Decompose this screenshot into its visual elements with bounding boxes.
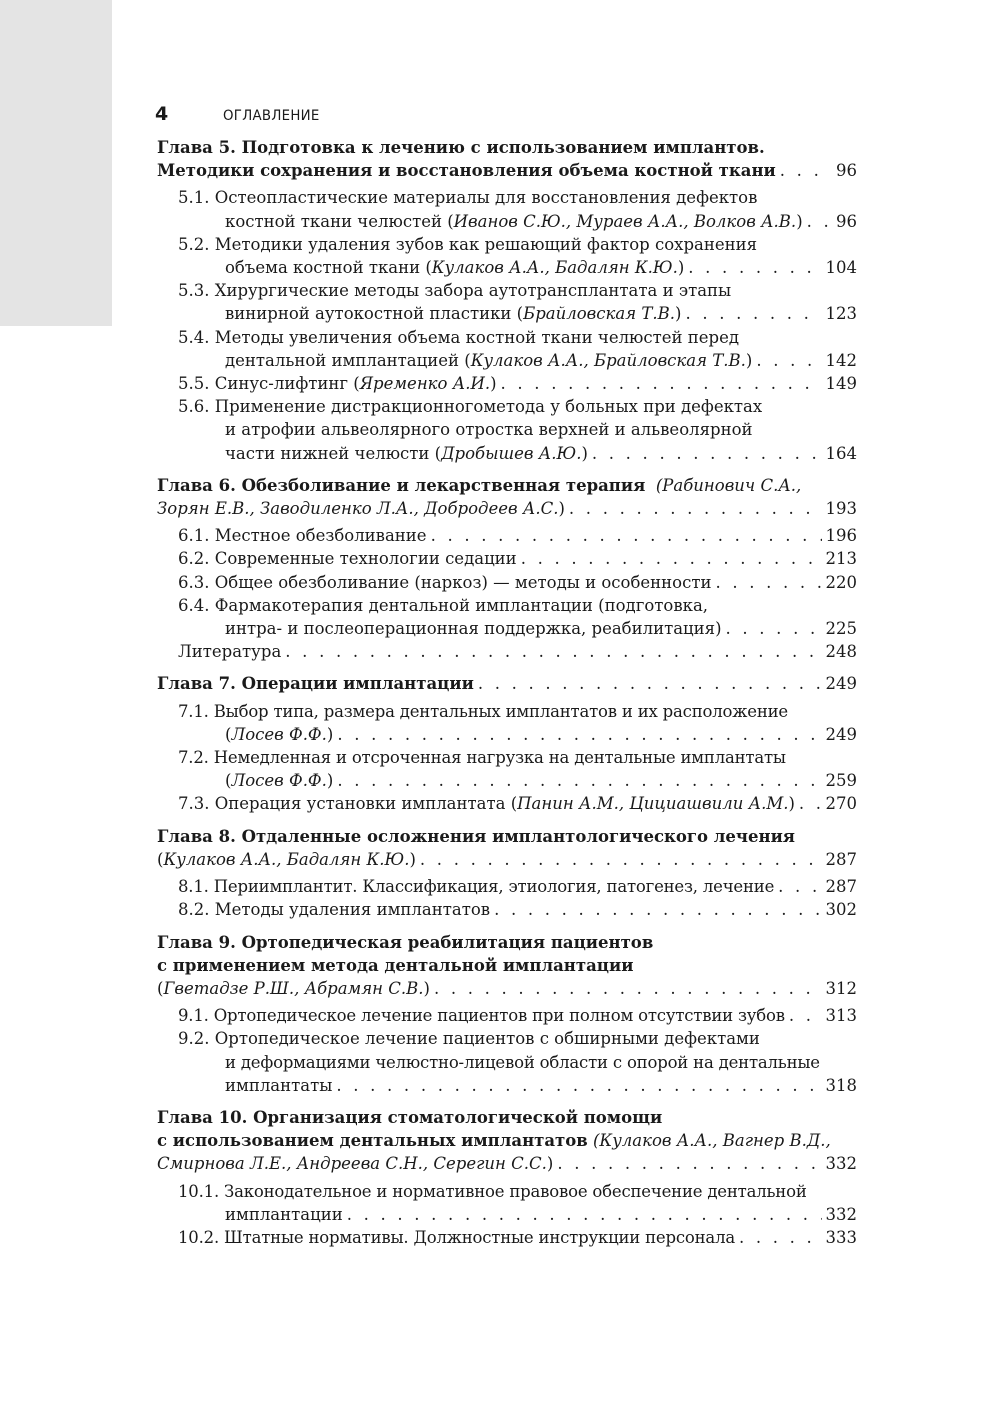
chapter-authors: Гветадзе Р.Ш., Абрамян С.В. <box>163 978 424 998</box>
entry-title-line: 6.4. Фармакотерапия дентальной имплантации (подготовка, <box>178 595 709 615</box>
toc-entry-8-2[interactable] <box>157 898 857 921</box>
toc-entry-6-3[interactable] <box>157 571 857 594</box>
toc-entry-5-1[interactable] <box>157 186 857 232</box>
leader-dots <box>336 1074 821 1097</box>
chapter-title-line: Глава 7. Операции имплантации <box>157 674 474 694</box>
entry-title-line: имплантаты <box>225 1075 333 1095</box>
entry-title: 9.1. Ортопедическое лечение пациентов при полном отсутствии зубов <box>178 1006 785 1026</box>
chapter-title-line: Глава 10. Организация стоматологической помощи <box>157 1107 663 1127</box>
entry-authors: Брайловская Т.В. <box>523 304 676 324</box>
page-ref: 333 <box>825 1227 857 1247</box>
page-ref: 196 <box>825 526 857 546</box>
entry-title-line: имплантации <box>225 1204 343 1224</box>
page-ref: 332 <box>825 1154 857 1174</box>
entry-title-part: ( <box>225 724 232 744</box>
page-ref: 213 <box>825 549 857 569</box>
chapter-7[interactable] <box>157 672 857 815</box>
entry-title-part: ) <box>581 443 588 463</box>
page-ref: 225 <box>825 619 857 639</box>
entry-title-part: костной ткани челюстей ( <box>225 211 454 231</box>
page-ref: 270 <box>825 794 857 814</box>
leader-dots <box>569 497 822 520</box>
toc-entry-9-1[interactable] <box>157 1004 857 1027</box>
page-ref: 287 <box>825 877 857 897</box>
entry-title-part: ( <box>225 771 232 791</box>
leader-dots <box>778 875 821 898</box>
entry-title-line: 5.2. Методики удаления зубов как решающий фактор сохранения <box>178 234 758 254</box>
leader-dots <box>715 571 821 594</box>
entry-title-part: ) <box>326 771 334 791</box>
leader-dots <box>285 640 821 663</box>
page-ref: 259 <box>825 771 857 791</box>
entry-authors: Дробышев А.Ю. <box>441 443 582 463</box>
entry-title-line: интра- и послеоперационная поддержка, реабилитация) <box>225 619 722 639</box>
entry-authors: Иванов С.Ю., Мураев А.А., Волков А.В. <box>453 211 797 231</box>
page-number: 4 <box>155 103 169 125</box>
page-ref: 249 <box>825 674 857 694</box>
entry-title-part: винирной аутокостной пластики ( <box>225 304 524 324</box>
page-ref: 318 <box>825 1075 857 1095</box>
entry-title: 6.1. Местное обезболивание <box>178 526 427 546</box>
toc-entry-5-6[interactable] <box>157 395 857 465</box>
leader-dots <box>688 256 821 279</box>
side-tab <box>0 0 112 326</box>
entry-authors: Яременко А.И. <box>359 374 491 394</box>
entry-title-part: дентальной имплантацией ( <box>225 350 471 370</box>
entry-title-part: ) <box>745 350 753 370</box>
leader-dots <box>337 769 821 792</box>
chapter-8[interactable]: Глава 8. Отдаленные осложнения имплантологического лечения (Кулаков А.А., Бадалян К.Ю.) . . . 287 8.1. Периимплантит. Классификация, этиология, патогенез, лечение . . . 287 8.2. Методы удаления имплантатов . . . 302 <box>157 825 857 922</box>
entry-authors: Кулаков А.А., Бадалян К.Ю. <box>431 258 678 278</box>
entry-title-part: части нижней челюсти ( <box>225 443 442 463</box>
leader-dots <box>780 159 832 182</box>
entry-title: 10.2. Штатные нормативы. Должностные инструкции персонала <box>178 1227 735 1247</box>
toc-entry-10-2[interactable] <box>157 1226 857 1249</box>
chapter-authors: Кулаков А.А., Бадалян К.Ю. <box>163 849 410 869</box>
leader-dots <box>739 1226 822 1249</box>
section-title: ОГЛАВЛЕНИЕ <box>223 108 320 124</box>
entry-title-part: объема костной ткани ( <box>225 258 432 278</box>
entry-title-line: 5.6. Применение дистракционногометода у больных при дефектах <box>178 397 763 417</box>
leader-dots <box>685 302 821 325</box>
leader-dots <box>521 547 822 570</box>
chapter-5[interactable] <box>157 136 857 465</box>
page-ref: 220 <box>825 572 857 592</box>
page-ref: 332 <box>825 1204 857 1224</box>
chapter-6[interactable]: Глава 6. Обезболивание и лекарственная терапия (Рабинович С.А., Зорян Е.В., Заводиленко Л.А., Добродеев А.С.) . . . 193 6.1. Местное обезболивание . . . 196 6.2. Современные технологии седации . . . 213 6.3. Общее обезболивание (наркоз) — методы и особенности . . . 220 6.4. Фармакотерапия дентальной имплантации (подготовка, интра- и послеоперационная поддержка, реабилитация) . . . 225 Литература . . . 248 <box>157 474 857 664</box>
chapter-title-line: Глава 9. Ортопедическая реабилитация пациентов <box>157 932 654 952</box>
toc-entry-8-1[interactable] <box>157 875 857 898</box>
entry-title: 8.1. Периимплантит. Классификация, этиология, патогенез, лечение <box>178 877 775 897</box>
chapter-9[interactable]: Глава 9. Ортопедическая реабилитация пациентов с применением метода дентальной имплантации (Гветадзе Р.Ш., Абрамян С.В.) . . . 312 9.1. Ортопедическое лечение пациентов при полном отсутствии зубов . . . 313 9.2. Ортопедическое лечение пациентов с обширными дефектами и деформациями челюстно-лицевой области с опорой на дентальные имплантаты . . . 318 <box>157 931 857 1097</box>
page-ref: 313 <box>825 1006 857 1026</box>
leader-dots <box>807 210 832 233</box>
page-ref: 149 <box>825 374 857 394</box>
entry-title-line: 5.4. Методы увеличения объема костной ткани челюстей перед <box>178 327 740 347</box>
page-header <box>155 103 328 125</box>
chapter-title-line: с применением метода дентальной имплантации <box>157 955 634 975</box>
toc-entry-literature[interactable] <box>157 640 857 663</box>
page-ref: 302 <box>825 900 857 920</box>
page-ref: 248 <box>825 642 857 662</box>
chapter-title-line: Методики сохранения и восстановления объема костной ткани <box>157 161 776 181</box>
chapter-title-line: Глава 5. Подготовка к лечению с использованием имплантов. <box>157 138 765 157</box>
entry-title-line: 7.2. Немедленная и отсроченная нагрузка на дентальные имплантаты <box>178 748 786 768</box>
page-ref: 96 <box>836 211 857 231</box>
leader-dots <box>726 617 822 640</box>
entry-title-line: 9.2. Ортопедическое лечение пациентов с обширными дефектами <box>178 1029 760 1049</box>
page-ref: 164 <box>825 443 857 463</box>
page-ref: 104 <box>825 258 857 278</box>
entry-authors: Лосев Ф.Ф. <box>231 771 327 791</box>
entry-authors: Кулаков А.А., Брайловская Т.В. <box>470 350 746 370</box>
entry-title: Литература <box>178 642 282 662</box>
chapter-authors: Зорян Е.В., Заводиленко Л.А., Добродеев А.С. <box>157 499 559 519</box>
entry-title-line: 7.1. Выбор типа, размера дентальных имплантатов и их расположение <box>178 701 788 721</box>
chapter-authors: (Кулаков А.А., Вагнер В.Д., <box>593 1131 831 1151</box>
leader-dots <box>789 1004 822 1027</box>
entry-title-line: 10.1. Законодательное и нормативное правовое обеспечение дентальной <box>178 1181 807 1201</box>
toc-entry-7-3[interactable] <box>157 792 857 815</box>
page-ref: 193 <box>825 499 857 519</box>
entry-title-line: и атрофии альвеолярного отростка верхней и альвеолярной <box>225 420 753 440</box>
page-ref: 123 <box>825 304 857 324</box>
chapter-authors: (Рабинович С.А., <box>655 475 802 495</box>
leader-dots <box>337 723 821 746</box>
leader-dots <box>494 898 821 921</box>
leader-dots <box>431 524 822 547</box>
entry-title-part: ) <box>677 258 685 278</box>
toc-entry-10-1[interactable] <box>157 1180 857 1226</box>
page-ref: 287 <box>825 849 857 869</box>
page-ref: 249 <box>825 724 857 744</box>
toc-entry-7-1[interactable] <box>157 700 857 746</box>
leader-dots <box>434 977 822 1000</box>
chapter-title-line: Глава 8. Отдаленные осложнения имплантологического лечения <box>157 826 795 846</box>
entry-title-part: ) <box>796 211 803 231</box>
entry-title-line: 5.1. Остеопластические материалы для восстановления дефектов <box>178 188 758 208</box>
entry-title-part: 7.3. Операция установки имплантата ( <box>178 794 518 814</box>
chapter-title-line: Глава 6. Обезболивание и лекарственная терапия <box>157 475 646 495</box>
chapter-authors: Смирнова Л.Е., Андреева С.Н., Серегин С.С. <box>157 1154 547 1174</box>
entry-title: 6.2. Современные технологии седации <box>178 549 517 569</box>
leader-dots <box>420 848 822 871</box>
leader-dots <box>592 442 822 465</box>
leader-dots <box>501 372 822 395</box>
toc-entry-9-2[interactable] <box>157 1027 857 1097</box>
entry-title-part: ) <box>788 794 795 814</box>
toc-entry-5-4[interactable] <box>157 326 857 372</box>
page-ref: 312 <box>825 978 857 998</box>
entry-title-line: и деформациями челюстно-лицевой области с опорой на дентальные <box>225 1052 820 1072</box>
entry-authors: Панин А.М., Цициашвили А.М. <box>517 794 789 814</box>
leader-dots <box>557 1152 821 1175</box>
entry-authors: Лосев Ф.Ф. <box>231 724 327 744</box>
page-ref: 96 <box>836 161 857 181</box>
chapter-10[interactable]: Глава 10. Организация стоматологической помощи с использованием дентальных имплантатов (Кулаков А.А., Вагнер В.Д., Смирнова Л.Е., Андреева С.Н., Серегин С.С.) . . . 332 10.1. Законодательное и нормативное правовое обеспечение дентальной имплантации . . . 332 10.2. Штатные нормативы. Должностные инструкции персонала . . . 333 <box>157 1106 857 1249</box>
toc-entry-5-3[interactable] <box>157 279 857 325</box>
table-of-contents <box>157 136 857 1258</box>
chapter-title-line: с использованием дентальных имплантатов <box>157 1131 588 1151</box>
leader-dots <box>478 672 822 695</box>
toc-entry-5-2[interactable] <box>157 233 857 279</box>
entry-title-part: ) <box>675 304 682 324</box>
toc-entry-6-4[interactable] <box>157 594 857 640</box>
entry-title-part: ) <box>490 374 497 394</box>
entry-title-line: 5.3. Хирургические методы забора аутотрансплантата и этапы <box>178 281 732 301</box>
leader-dots <box>799 792 822 815</box>
leader-dots <box>347 1203 822 1226</box>
page-ref: 142 <box>825 350 857 370</box>
toc-entry-6-1[interactable] <box>157 524 857 547</box>
entry-title-part: ) <box>326 724 334 744</box>
toc-entry-7-2[interactable] <box>157 746 857 792</box>
entry-title-part: 5.5. Синус-лифтинг ( <box>178 374 360 394</box>
toc-entry-5-5[interactable] <box>157 372 857 395</box>
entry-title: 8.2. Методы удаления имплантатов <box>178 900 491 920</box>
toc-entry-6-2[interactable] <box>157 547 857 570</box>
leader-dots <box>756 349 821 372</box>
entry-title: 6.3. Общее обезболивание (наркоз) — методы и особенности <box>178 572 712 592</box>
